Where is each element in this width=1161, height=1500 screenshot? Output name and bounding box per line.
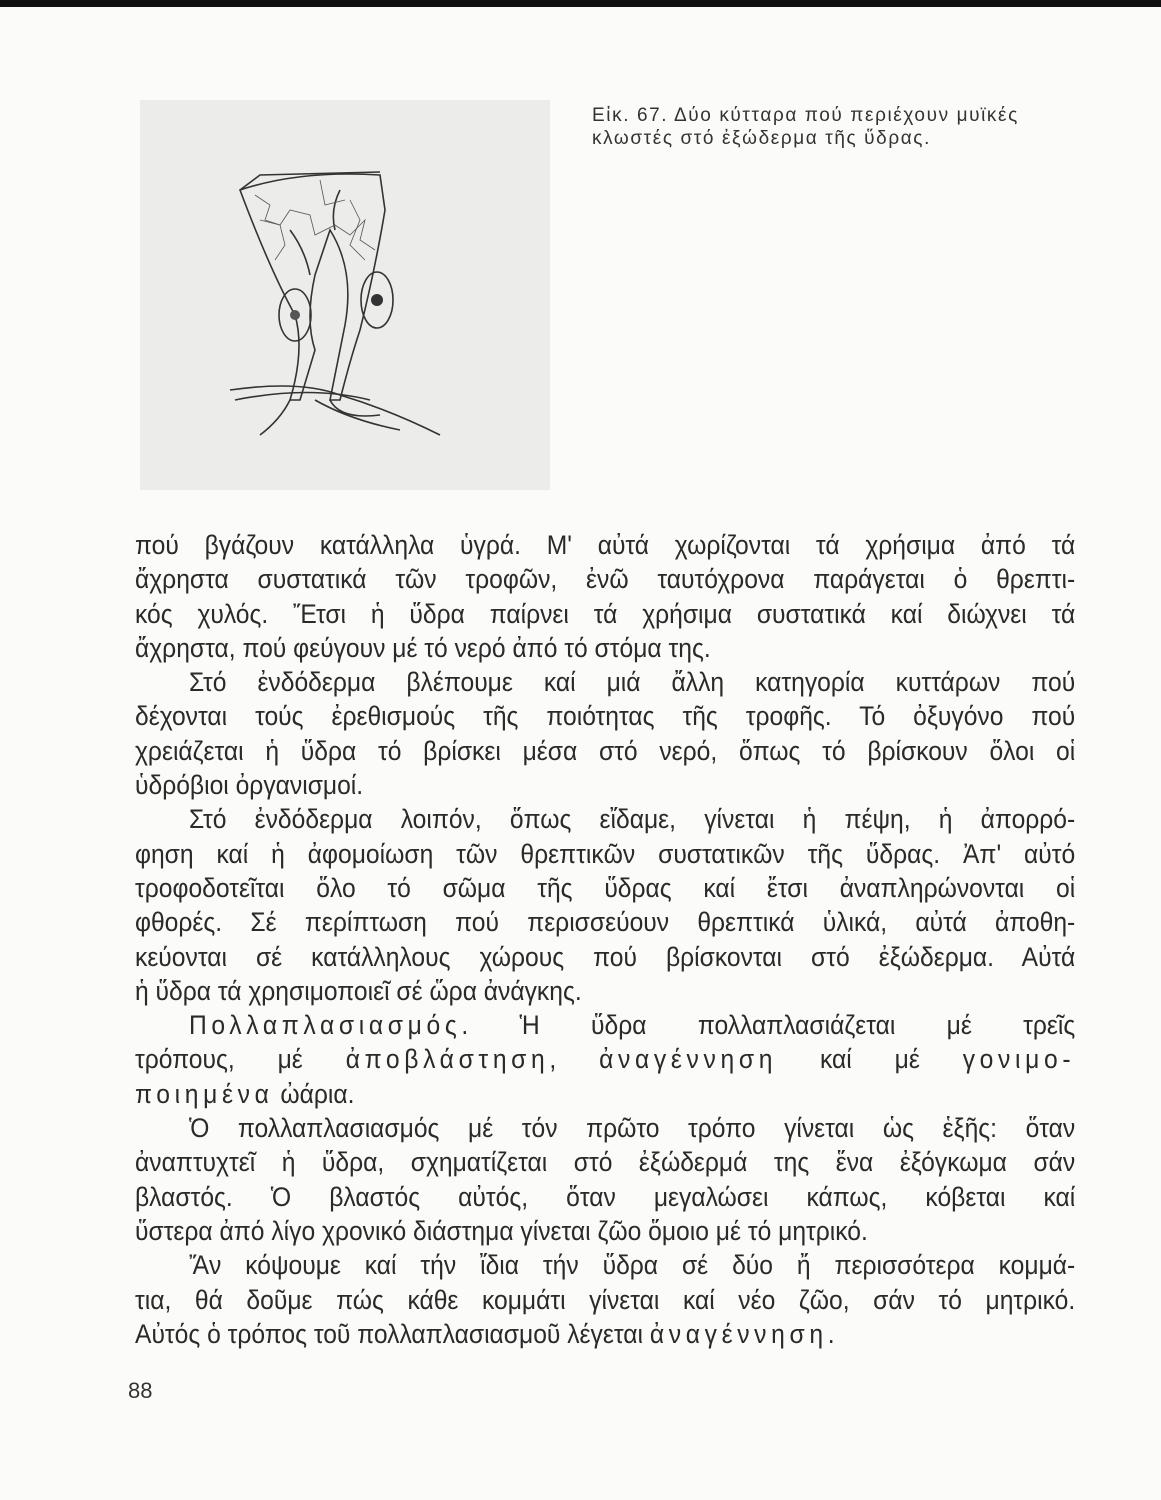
text-line (135, 1042, 1075, 1076)
text-segment: χρειάζεται ἡ ὕδρα τό βρίσκει μέσα στό νερό, ὅπως τό βρίσκουν ὅλοι οἱ (135, 735, 1076, 766)
text-segment: . (827, 1318, 835, 1349)
text-line (135, 597, 1075, 631)
text-segment: πού βγάζουν κατάλληλα ὑγρά. Μ' αὐτά χωρίζονται τά χρήσιμα ἀπό τά (135, 530, 1076, 560)
text-segment: δέχονται τούς ἐρεθισμούς τῆς ποιότητας τῆς τροφῆς. Τό ὀξυγόνο πού (135, 701, 1076, 732)
text-segment: ἡ ὕδρα τά χρησιμοποιεῖ σέ ὥρα ἀνάγκης. (135, 975, 582, 1006)
emphasized-term: Πολλαπλασιασμός (188, 1010, 462, 1041)
text-segment: . Ἡ ὕδρα πολλαπλασιάζεται μέ τρεῖς (461, 1010, 1076, 1041)
text-line (135, 734, 1075, 768)
text-line (135, 699, 1075, 733)
text-line (135, 1283, 1075, 1317)
body-text (135, 528, 1075, 1351)
text-segment: ἄχρηστα, πού φεύγουν μέ τό νερό ἀπό τό στόμα της. (135, 632, 711, 663)
text-segment: φηση καί ἡ ἀφομοίωση τῶν θρεπτικῶν συστατικῶν τῆς ὕδρας. Ἀπ' αὐτό (135, 838, 1076, 869)
text-segment: τροφοδοτεῖται ὅλο τό σῶμα τῆς ὕδρας καί ἔτσι ἀναπληρώνονται οἱ (135, 872, 1076, 903)
text-segment: Στό ἐνδόδερμα λοιπόν, ὅπως εἴδαμε, γίνεται ἡ πέψη, ἡ ἀπορρό- (188, 804, 1076, 835)
text-segment: , (549, 1044, 600, 1075)
text-segment: ὑδρόβιοι ὀργανισμοί. (135, 770, 364, 801)
text-segment: τρόπους, μέ (135, 1044, 346, 1075)
emphasized-term: ἀναγέννηση (649, 1318, 828, 1349)
scan-edge-bar (0, 0, 1161, 7)
page-number: 88 (128, 1378, 153, 1403)
caption-line: κλωστές στό ἐξώδερμα τῆς ὕδρας. (592, 128, 931, 149)
text-line (135, 1077, 1075, 1111)
text-line (135, 562, 1075, 596)
text-segment: Αὐτός ὁ τρόπος τοῦ πολλαπλασιασμοῦ λέγεται (135, 1318, 650, 1349)
text-segment: βλαστός. Ὁ βλαστός αὐτός, ὅταν μεγαλώσει κάπως, κόβεται καί (135, 1181, 1076, 1212)
figure-caption (592, 104, 1052, 150)
text-line (135, 528, 1075, 562)
caption-line: Εἰκ. 67. Δύο κύτταρα πού περιέχουν μυϊκές (592, 105, 1019, 126)
text-line (135, 1180, 1075, 1214)
text-segment: Στό ἐνδόδερμα βλέπουμε καί μιά ἄλλη κατηγορία κυττάρων πού (188, 667, 1076, 698)
text-line (135, 802, 1075, 836)
text-line (135, 871, 1075, 905)
figure-67-illustration (140, 100, 550, 490)
text-segment: ἀναπτυχτεῖ ἡ ὕδρα, σχηματίζεται στό ἐξώδερμά της ἕνα ἐξόγκωμα σάν (135, 1147, 1076, 1178)
text-line (135, 768, 1075, 802)
text-line (135, 1111, 1075, 1145)
text-segment: ὕστερα ἀπό λίγο χρονικό διάστημα γίνεται ζῶο ὅμοιο μέ τό μητρικό. (135, 1215, 868, 1246)
text-segment: Ἄν κόψουμε καί τήν ἴδια τήν ὕδρα σέ δύο ἤ περισσότερα κομμά- (188, 1250, 1076, 1281)
text-segment: ἄχρηστα συστατικά τῶν τροφῶν, ἐνῶ ταυτόχρονα παράγεται ὁ θρεπτι- (135, 564, 1076, 595)
text-line (135, 974, 1075, 1008)
text-segment: φθορές. Σέ περίπτωση πού περισσεύουν θρεπτικά ὑλικά, αὐτά ἀποθη- (135, 907, 1076, 938)
text-segment: κεύονται σέ κατάλληλους χώρους πού βρίσκονται στό ἐξώδερμα. Αὐτά (135, 941, 1076, 972)
text-line (135, 837, 1075, 871)
emphasized-term: γονιμο- (962, 1044, 1076, 1075)
text-line (135, 665, 1075, 699)
muscle-cells-drawing (140, 100, 550, 490)
text-line (135, 631, 1075, 665)
text-segment: Ὁ πολλαπλασιασμός μέ τόν πρῶτο τρόπο γίνεται ὡς ἑξῆς: ὅταν (188, 1113, 1076, 1144)
text-segment: κός χυλός. Ἔτσι ἡ ὕδρα παίρνει τά χρήσιμα συστατικά καί διώχνει τά (135, 598, 1076, 629)
text-line (135, 905, 1075, 939)
emphasized-term: ἀναγέννηση (599, 1044, 778, 1075)
emphasized-term: ἀποβλάστηση (345, 1044, 550, 1075)
text-segment: καί μέ (777, 1044, 963, 1075)
emphasized-term: ποιημένα (135, 1078, 274, 1109)
text-line (135, 1008, 1075, 1042)
text-line (135, 1145, 1075, 1179)
text-segment: τια, θά δοῦμε πώς κάθε κομμάτι γίνεται καί νέο ζῶο, σάν τό μητρικό. (135, 1284, 1076, 1315)
text-line (135, 1317, 1075, 1351)
text-line (135, 940, 1075, 974)
text-line (135, 1248, 1075, 1282)
text-line (135, 1214, 1075, 1248)
text-segment: ὠάρια. (273, 1078, 355, 1109)
